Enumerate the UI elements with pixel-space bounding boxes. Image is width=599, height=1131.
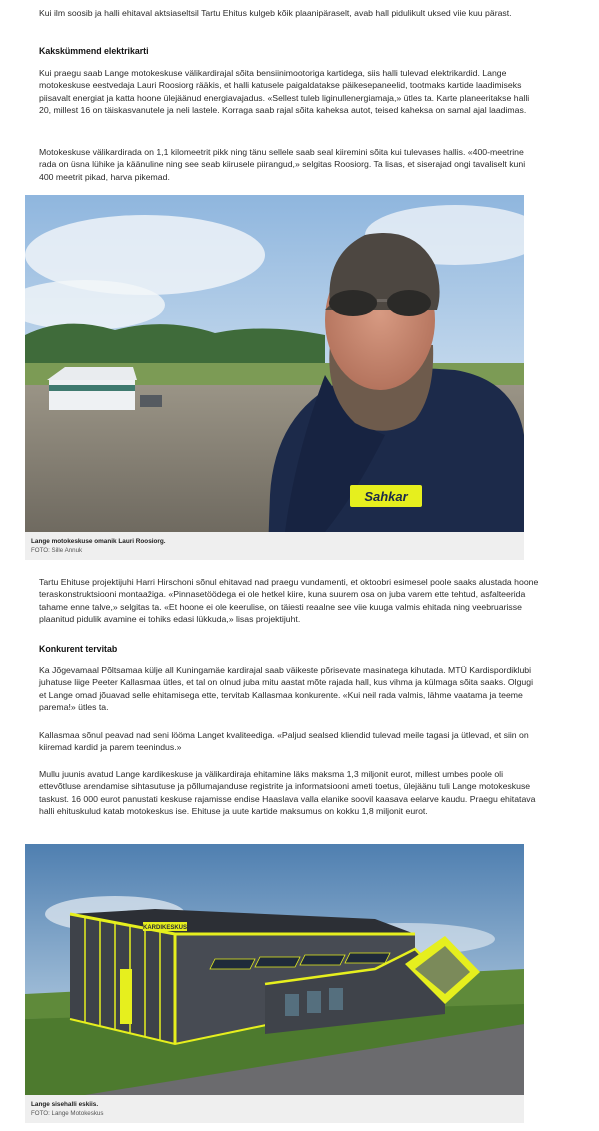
paragraph-intro: Kui ilm soosib ja halli ehitaval aktsiaseltsil Tartu Ehitus kulgeb kõik plaanipäraselt, avab hall pidulikult uksed viie kuu pärast. bbox=[39, 8, 512, 18]
subheading-electric-karts: Kakskümmend elektrikarti bbox=[39, 46, 149, 56]
paragraph-electric-karts: Kui praegu saab Lange motokeskuse välikardirajal sõita bensiinimootoriga kartidega, siis halli tulevad elektrikardid. Lange motokeskuse eestvedaja Lauri Roosiorg rääkis, et halli katusele paigaldatakse päikesepaneelid, tootmaks kartide laadimiseks piisavalt energiat ja katta hoone ülejäänud energiavajadus. «Sellest tuleb liginullenergiamaja,» ütles ta. Karte planeeritakse halli 20, millest 16 on täiskasvanutele ja neli lastele. Korraga saab rajal sõita kaheksa autot, teised kaheksa on samal ajal laadimas. bbox=[39, 68, 530, 116]
tent-icon bbox=[47, 367, 137, 410]
caption-text: Lange sisehalli eskiis. bbox=[31, 1101, 99, 1108]
figure-portrait bbox=[25, 195, 524, 560]
paragraph-costs: Mullu juunis avatud Lange kardikeskuse ja välikardiraja ehitamine läks maksma 1,3 miljonit eurot, millest umbes poole oli ettevõtluse arendamise sihtasutuse ja põllumajanduse registrite ja informatsiooni ameti toetus, ülejäänu tuli Lange motokeskuse taskust. 16 000 eurot panustati keskuse rajamisse endise Haaslava valla elanike soovil kaasava eelarve kaudu. Praegu ehitatava halli ehituskulud katab motokeskus ise. Ehituse ja uute kartide maksumus on kokku 1,8 miljonit eurot. bbox=[39, 769, 536, 817]
portrait-caption bbox=[25, 532, 524, 560]
svg-text:Sahkar: Sahkar bbox=[364, 489, 408, 504]
building-sign bbox=[143, 922, 187, 931]
portrait-photo-image bbox=[25, 195, 524, 532]
paragraph-competitor: Ka Jõgevamaal Põltsamaa külje all Kuningamäe kardirajal saab väikeste põrisevate masinatega kihutada. MTÜ Kardispordiklubi juhatuse liige Peeter Kallasmaa ütles, et tal on olnud juba mitu aastat mõte rajada hall, kus vihma ja külmaga sõita saaks. Olgugi et Lange omad jõuavad selle ehitamisega ette, tervitab Kallasmaa konkurente. «Kui neil rada valmis, lähme vaatama ja teeme parema!» ütles ta. bbox=[39, 665, 534, 713]
jacket-logo bbox=[350, 485, 422, 507]
svg-text:KARDIKESKUS: KARDIKESKUS bbox=[142, 925, 188, 931]
paragraph-construction: Tartu Ehituse projektijuhi Harri Hirschoni sõnul ehitavad nad praegu vundamenti, et oktoobri esimesel poole saaks alustada hoone teraskonstruktsiooni montaažiga. «Pinnasetöödega ei ole hetkel kiire, kuna suurem osa on juba varem ette tehtud, asfalteerida tahame enne talve,» selgitas ta. «Et hoone ei ole keerulise, on täiesti reaalne see viie kuuga valmis ehitada ning veebruarisse plaanitud pidulik avamine ei tohiks edasi lükkuda,» lisas projektijuht. bbox=[39, 577, 539, 625]
caption-credit: FOTO: Sille Annuk bbox=[31, 547, 83, 554]
paragraph-quality: Kallasmaa sõnul peavad nad seni lööma Langet kvaliteediga. «Paljud sealsed kliendid tulevad meile tagasi ja ütlevad, et siin on kiiremad kardid ja parem teenindus.» bbox=[39, 730, 529, 753]
rendering-image[interactable] bbox=[25, 844, 524, 1095]
caption-credit: FOTO: Lange Motokeskus bbox=[31, 1110, 104, 1117]
rendering-caption bbox=[25, 1095, 524, 1123]
subheading-competitor: Konkurent tervitab bbox=[39, 644, 118, 654]
paragraph-outdoor-track: Motokeskuse välikardirada on 1,1 kilomeetrit pikk ning tänu sellele saab seal kiiremini sõita kui tulevases hallis. «400-meetrine rada on üsna lühike ja käänuline ning see seab kiirusele piirangud,» selgitas Roosiorg. Ta lisas, et siserajad ongi tavaliselt kuni 400 meetrit pikad, harva pikemad. bbox=[39, 147, 526, 182]
figure-rendering bbox=[25, 844, 524, 1123]
building-rendering bbox=[25, 844, 524, 1095]
caption-text: Lange motokeskuse omanik Lauri Roosiorg. bbox=[31, 538, 166, 545]
portrait-photo[interactable] bbox=[25, 195, 524, 532]
